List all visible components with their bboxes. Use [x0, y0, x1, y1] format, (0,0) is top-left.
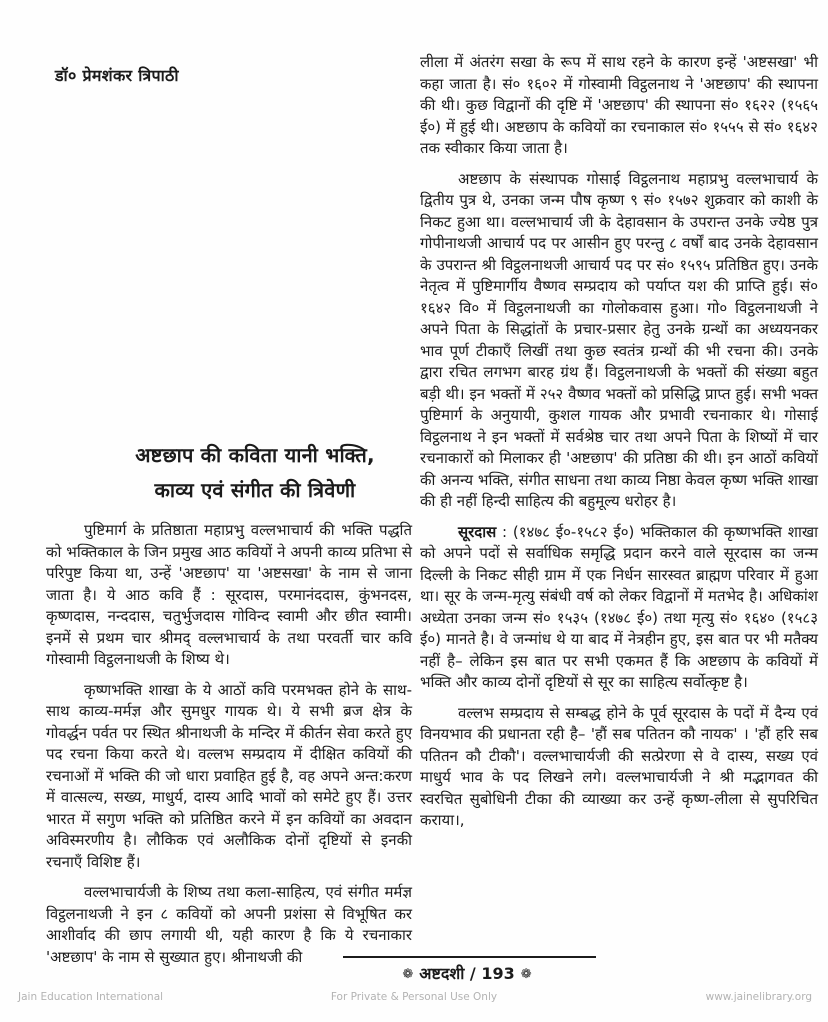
left-paragraph-chhap: वल्लभाचार्यजी के शिष्य तथा कला-साहित्य, एवं संगीत मर्मज्ञ विट्ठलनाथजी ने इन ८ कवियों को अपनी प्रशंसा से विभूषित कर आशीर्वाद की छाप लगायी थी, यही कारण है कि ये रचनाकार 'अष्टछाप' के नाम से सुख्यात हुए। श्रीनाथजी की — [46, 883, 412, 966]
article-title-line2: काव्य एवं संगीत की त्रिवेणी — [154, 478, 356, 502]
surdas-heading: सूरदास — [458, 522, 497, 541]
page-number-label: अष्टदशी / 193 — [419, 964, 515, 983]
right-paragraph-continuation: लीला में अंतरंग सखा के रूप में साथ रहने के कारण इन्हें 'अष्टसखा' भी कहा जाता है। सं० १६०२ में गोस्वामी विट्ठलनाथ ने 'अष्टछाप' की स्थापना की थी। कुछ विद्वानों की दृष्टि में 'अष्टछाप' की स्थापना सं० १६२२ (१५६५ ई०) में हुई थी। अष्टछाप के कवियों का रचनाकाल सं० १५५५ से सं० १६४२ तक स्वीकार किया जाता है। — [420, 53, 818, 157]
left-paragraph-poets: कृष्णभक्ति शाखा के ये आठों कवि परमभक्त होने के साथ-साथ काव्य-मर्मज्ञ और सुमधुर गायक थे। ये सभी ब्रज क्षेत्र के गोवर्द्धन पर्वत पर स्थित श्रीनाथजी के मन्दिर में कीर्तन सेवा करते हुए पद रचना किया करते थे। वल्लभ सम्प्रदाय में दीक्षित कवियों की रचनाओं में भक्ति की जो धारा प्रवाहित हुई है, वह अपने अन्त:करण में वात्सल्य, सख्य, माधुर्य, दास्य आदि भावों को समेटे हुए हैं। उत्तर भारत में सगुण भक्ति को प्रतिष्ठित करने में इन कवियों का अवदान अविस्मरणीय है। लौकिक एवं अलौकिक दोनों दृष्टियों से इनकी रचनाएँ विशिष्ट हैं। — [46, 680, 412, 871]
watermark-website: www.jainelibrary.org — [705, 991, 812, 1003]
article-title — [98, 438, 412, 508]
flower-ornament-icon: ❁ — [402, 967, 414, 982]
right-paragraph-founder: अष्टछाप के संस्थापक गोसाई विट्ठलनाथ महाप्रभु वल्लभाचार्य के द्वितीय पुत्र थे, उनका जन्म पौष कृष्ण ९ सं० १५७२ शुक्रवार को काशी के निकट हुआ था। वल्लभाचार्य जी के देहावसान के उपरान्त उनके ज्येष्ठ पुत्र गोपीनाथजी आचार्य पद पर आसीन हुए परन्तु ८ वर्षों बाद उनके देहावसान के उपरान्त श्री विट्ठलनाथजी आचार्य पद पर सं० १५९५ प्रतिष्ठित हुए। उनके नेतृत्व में पुष्टिमार्गीय वैष्णव सम्प्रदाय को पर्याप्त यश की प्राप्ति हुई। सं० १६४२ वि० में विट्ठलनाथजी का गोलोकवास हुआ। गो० विट्ठलनाथजी ने अपने पिता के सिद्धांतों के प्रचार-प्रसार हेतु उनके ग्रन्थों का अध्ययनकर भाव पूर्ण टीकाएँ लिखीं तथा कुछ स्वतंत्र ग्रन्थों की भी रचना की। उनके द्वारा रचित लगभग बारह ग्रंथ हैं। विट्ठलनाथजी के भक्तों की संख्या बहुत बड़ी थी। इन भक्तों में २५२ वैष्णव भक्तों को प्रसिद्धि प्राप्त हुई। सभी भक्त पुष्टिमार्ग के अनुयायी, कुशल गायक और प्रभावी रचनाकार थे। गोसाई विट्ठलनाथ ने इन भक्तों में सर्वश्रेष्ठ चार तथा अपने पिता के शिष्यों में चार रचनाकारों को मिलाकर ही 'अष्टछाप' की प्रतिष्ठा की थी। इन आठों कवियों की अनन्य भक्ति, संगीत साधना तथा काव्य निष्ठा केवल कृष्ण भक्ति शाखा की ही नहीं हिन्दी साहित्य की बहुमूल्य धरोहर है। — [420, 169, 818, 510]
author-byline: डॉ० प्रेमशंकर त्रिपाठी — [55, 66, 179, 85]
right-paragraph-vallabh: वल्लभ सम्प्रदाय से सम्बद्ध होने के पूर्व सूरदास के पदों में दैन्य एवं विनयभाव की प्रधानता रही है– 'हौं सब पतितन कौ नायक' । 'हौं हरि सब पतितन कौ टीकौ'। वल्लभाचार्यजी की सत्प्रेरणा से वे दास्य, सख्य एवं माधुर्य भाव के पद लिखने लगे। वल्लभाचार्यजी ने श्री मद्भागवत की स्वरचित सुबोधिनी टीका की व्याख्या कर उन्हें कृष्ण-लीला से सुपरिचित कराया।, — [420, 703, 818, 829]
watermark-publisher: Jain Education International — [18, 991, 164, 1003]
right-text-column — [420, 52, 818, 841]
left-text-column — [46, 438, 412, 977]
flower-ornament-icon: ❁ — [520, 967, 532, 982]
page-number-footer — [110, 962, 824, 984]
footer-divider-rule — [343, 956, 596, 958]
article-title-line1: अष्टछाप की कविता यानी भक्ति, — [135, 443, 375, 467]
right-paragraph-surdas — [420, 522, 818, 694]
surdas-paragraph-body: : (१४७८ ई०-१५८२ ई०) भक्तिकाल की कृष्णभक्ति शाखा को अपने पदों से सर्वाधिक समृद्धि प्रदान करने वाले सूरदास का जन्म दिल्ली के निकट सीही ग्राम में एक निर्धन सारस्वत ब्राह्मण परिवार में हुआ था। सूर के जन्म-मृत्यु संबंधी वर्ष को लेकर विद्वानों में मतभेद है। अधिकांश अध्येता उनका जन्म सं० १५३५ (१४७८ ई०) तथा मृत्यु सं० १६४० (१५८३ ई०) मानते है। वे जन्मांध थे या बाद में नेत्रहीन हुए, इस बात पर भी मतैक्य नहीं है– लेकिन इस बात पर सभी एकमत हैं कि अष्टछाप के कवियों में भक्ति और काव्य दोनों दृष्टियों से सूर का साहित्य सर्वोत्कृष्ट है। — [420, 522, 818, 691]
scan-watermark-row — [0, 991, 828, 1011]
left-paragraph-intro: पुष्टिमार्ग के प्रतिष्ठाता महाप्रभु वल्लभाचार्य की भक्ति पद्धति को भक्तिकाल के जिन प्रमुख आठ कवियों ने अपनी काव्य प्रतिभा से परिपुष्ट किया था, उन्हें 'अष्टछाप' या 'अष्टसखा' के नाम से जाना जाता है। ये आठ कवि हैं : सूरदास, परमानंददास, कुंभनदस, कृष्णदास, नन्ददास, चतुर्भुजदास गोविन्द स्वामी और छीत स्वामी। इनमें से प्रथम चार श्रीमद् वल्लभाचार्य के तथा परवर्ती चार कवि गोस्वामी विट्ठलनाथजी के शिष्य थे। — [46, 521, 412, 668]
watermark-usage-note: For Private & Personal Use Only — [330, 991, 498, 1003]
